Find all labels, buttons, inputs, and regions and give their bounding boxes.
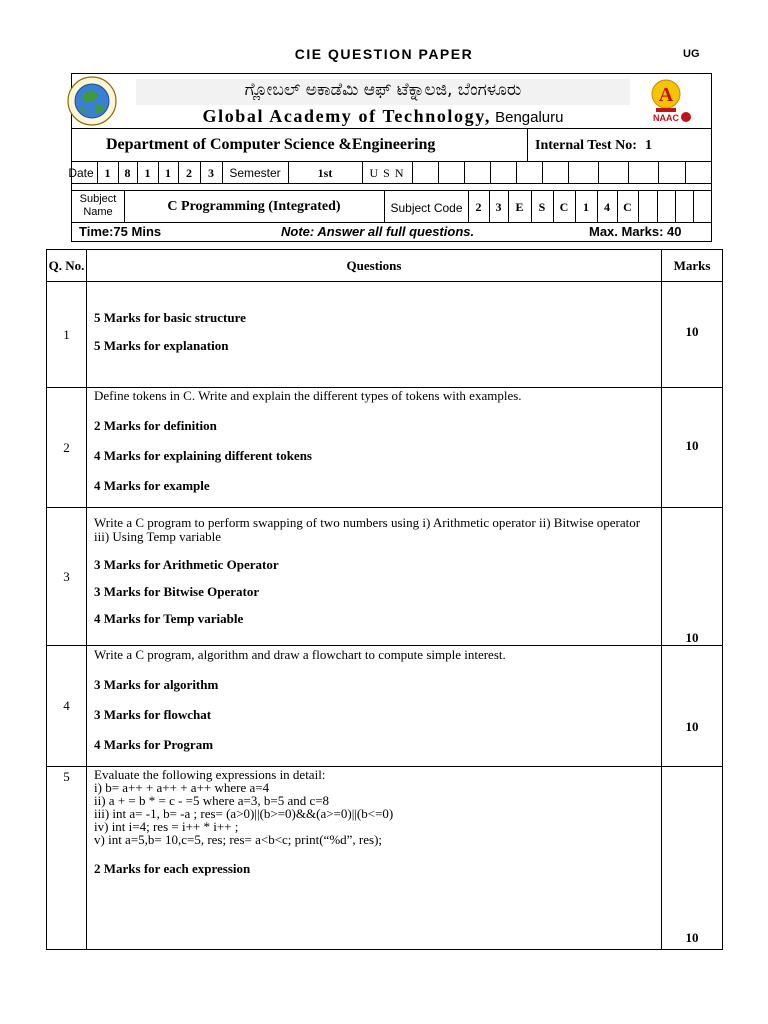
criteria-line: 2 Marks for definition [94,418,217,433]
institute-name-kannada: ಗ್ಲೋಬಲ್ ಅಕಾಡೆಮಿ ಆಫ್ ಟೆಕ್ನಾಲಜಿ, ಬೆಂಗಳೂರು [244,80,522,100]
question-number: 3 [47,508,87,646]
criteria-line: 5 Marks for basic structure [94,310,246,325]
usn-box [628,161,629,183]
table-row [47,508,723,646]
department-name: Department of Computer Science &Engineering [106,136,436,153]
paper-title: CIE QUESTION PAPER [294,46,474,62]
date-digit: 1 [165,166,171,180]
criteria-line: 4 Marks for example [94,478,210,493]
date-digit: 2 [186,166,192,180]
table-row [47,646,723,767]
usn-box [438,161,439,183]
question-text: Write a C program, algorithm and draw a flowchart to compute simple interest. [94,647,506,662]
criteria-line: 3 Marks for flowchat [94,707,212,722]
subject-code-char: S [538,200,546,214]
question-text: Define tokens in C. Write and explain the different types of tokens with examples. [94,388,522,403]
level-label: UG [683,48,700,60]
usn-box [568,161,569,183]
question-marks: 10 [685,630,699,645]
divider [675,190,676,222]
criteria-line: 5 Marks for explanation [94,338,229,353]
subject-code-char: E [515,200,524,214]
naac-logo-icon [646,76,698,126]
question-marks-cell [662,388,723,508]
question-body [87,388,662,508]
qno-header: Q. No. [47,250,87,282]
question-marks-cell [662,508,723,646]
question-marks: 10 [685,324,699,339]
criteria-line: 4 Marks for explaining different tokens [94,448,312,463]
svg-text:A: A [658,84,674,106]
header-rule [71,161,712,162]
question-marks: 10 [685,438,699,453]
internal-test-number: 1 [645,138,652,153]
subject-name: C Programming (Integrated) [167,199,341,214]
table-row [47,282,723,388]
criteria-line: 3 Marks for Bitwise Operator [94,584,260,599]
usn-box [412,161,413,183]
semester-value: 1st [317,166,333,180]
criteria-line: 3 Marks for algorithm [94,677,219,692]
expression-line: v) int a=5,b= 10,c=5, res; res= a<b<c; print(“%d”, res); [94,832,383,847]
date-digit: 1 [144,166,151,180]
criteria-line: 3 Marks for Arithmetic Operator [94,557,279,572]
question-body [87,282,662,388]
subject-label-line: Subject [79,193,117,205]
expression-line: iii) int a= -1, b= -a ; res= (a>0)||(b>=0)&&(a>=0)||(b<=0) [94,806,394,821]
institute-city: Bengaluru [490,109,564,126]
usn-box [598,161,599,183]
question-marks-cell [662,646,723,767]
date-digit: 8 [124,166,131,180]
table-row [47,767,723,950]
subject-code-label: Subject Code [390,201,463,215]
expression-line: i) b= a++ + a++ + a++ where a=4 [94,780,270,795]
date-label: Date [68,166,94,180]
exam-time: Time:75 Mins [79,224,162,239]
usn-box [542,161,543,183]
institute-name-line [136,106,630,127]
criteria-line: 4 Marks for Program [94,737,214,752]
expression-line: iv) int i=4; res = i++ * i++ ; [94,819,239,834]
max-marks: Max. Marks: 40 [589,224,682,239]
criteria-line: 4 Marks for Temp variable [94,611,244,626]
question-marks-cell [662,282,723,388]
question-number: 1 [47,282,87,388]
usn-label: U S N [369,166,405,180]
date-digit: 3 [208,166,214,180]
subject-code-char: C [623,200,632,214]
institute-name: Global Academy of Technology, [202,106,491,126]
criteria-line: 2 Marks for each expression [94,861,251,876]
question-number: 2 [47,388,87,508]
expression-line: ii) a + = b * = c - =5 where a=3, b=5 and c=8 [94,793,330,808]
exam-note: Note: Answer all full questions. [281,224,475,239]
header-rule [71,183,712,184]
usn-box [464,161,465,183]
question-marks-cell [662,767,723,950]
usn-box [490,161,491,183]
header-rule [71,222,712,223]
header-rule [71,190,712,191]
subject-code-char: 2 [475,200,482,214]
subject-label-line: Name [83,206,113,218]
divider [638,190,639,222]
question-body [87,767,662,950]
usn-box [658,161,659,183]
questions-header: Questions [87,250,662,282]
usn-box [516,161,517,183]
subject-code-char: 1 [583,200,589,214]
question-marks: 10 [685,719,699,734]
institute-logo-icon [66,75,118,127]
semester-label: Semester [229,166,281,180]
question-marks: 10 [685,930,699,945]
question-text: Write a C program to perform swapping of two numbers using i) Arithmetic operator ii) Bitwise operator iii) Using Temp variable [94,515,641,544]
usn-box [685,161,686,183]
question-body [87,646,662,767]
question-number: 5 [47,767,87,950]
question-body [87,508,662,646]
subject-code-char: C [559,200,569,214]
header-rule [71,128,712,129]
subject-code-char: 3 [495,200,502,214]
divider [657,190,658,222]
subject-name-label [72,193,124,219]
date-digit: 1 [104,166,111,180]
svg-text:NAAC: NAAC [653,113,679,123]
questions-table [46,249,723,950]
internal-test-label: Internal Test No: [535,138,637,153]
divider [527,128,528,161]
question-text: Evaluate the following expressions in detail: [94,767,326,782]
subject-code-char: 4 [604,200,610,214]
question-number: 4 [47,646,87,767]
table-header-row [47,250,723,282]
table-row [47,388,723,508]
marks-header: Marks [662,250,723,282]
divider [693,190,694,222]
